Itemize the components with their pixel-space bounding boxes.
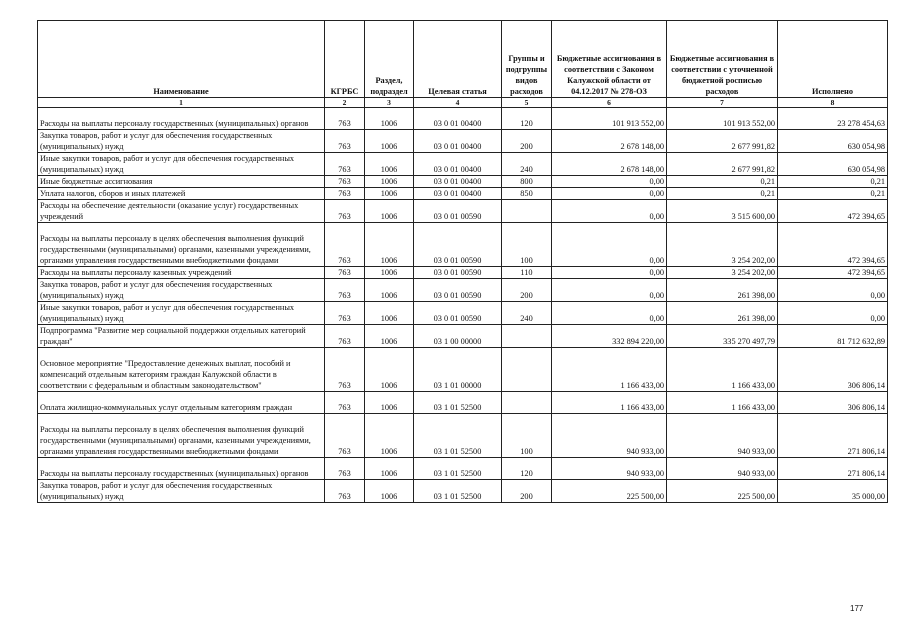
col-header-section: Раздел, подраздел [365, 21, 414, 98]
header-row [38, 21, 888, 98]
cell-group: 800 [502, 176, 552, 188]
cell-refined: 940 933,00 [667, 414, 778, 458]
cell-section: 1006 [365, 223, 414, 267]
cell-article: 03 0 01 00400 [414, 108, 502, 130]
cell-kgrbs: 763 [325, 267, 365, 279]
cell-name: Расходы на обеспечение деятельности (оказание услуг) государственных учреждений [38, 200, 325, 223]
cell-name: Подпрограмма "Развитие мер социальной поддержки отдельных категорий граждан" [38, 325, 325, 348]
cell-name: Закупка товаров, работ и услуг для обеспечения государственных (муниципальных) нужд [38, 480, 325, 503]
cell-section: 1006 [365, 108, 414, 130]
cell-section: 1006 [365, 348, 414, 392]
cell-executed: 472 394,65 [778, 223, 888, 267]
cell-group: 200 [502, 130, 552, 153]
cell-group: 240 [502, 153, 552, 176]
budget-table [37, 20, 888, 503]
cell-law: 0,00 [552, 188, 667, 200]
cell-section: 1006 [365, 267, 414, 279]
column-number: 1 [38, 98, 325, 108]
table-row [38, 176, 888, 188]
table-row [38, 458, 888, 480]
cell-kgrbs: 763 [325, 392, 365, 414]
cell-executed: 0,21 [778, 176, 888, 188]
cell-kgrbs: 763 [325, 108, 365, 130]
cell-section: 1006 [365, 130, 414, 153]
cell-section: 1006 [365, 458, 414, 480]
cell-law: 1 166 433,00 [552, 348, 667, 392]
cell-law: 0,00 [552, 200, 667, 223]
cell-name: Расходы на выплаты персоналу государственных (муниципальных) органов [38, 108, 325, 130]
table-body [38, 108, 888, 503]
cell-name: Иные бюджетные ассигнования [38, 176, 325, 188]
cell-name: Расходы на выплаты персоналу казенных учреждений [38, 267, 325, 279]
cell-executed: 271 806,14 [778, 414, 888, 458]
cell-article: 03 0 01 00590 [414, 200, 502, 223]
cell-refined: 3 515 600,00 [667, 200, 778, 223]
cell-law: 101 913 552,00 [552, 108, 667, 130]
table-row [38, 130, 888, 153]
cell-law: 0,00 [552, 267, 667, 279]
cell-article: 03 0 01 00400 [414, 176, 502, 188]
cell-refined: 940 933,00 [667, 458, 778, 480]
cell-kgrbs: 763 [325, 188, 365, 200]
col-header-kgrbs: КГРБС [325, 21, 365, 98]
cell-executed: 271 806,14 [778, 458, 888, 480]
cell-group [502, 348, 552, 392]
cell-article: 03 0 01 00400 [414, 188, 502, 200]
cell-name: Основное мероприятие "Предоставление денежных выплат, пособий и компенсаций отдельным категориям граждан Калужской области в соответствии с федеральным и областным законодательством" [38, 348, 325, 392]
cell-refined: 335 270 497,79 [667, 325, 778, 348]
cell-name: Закупка товаров, работ и услуг для обеспечения государственных (муниципальных) нужд [38, 130, 325, 153]
column-number: 6 [552, 98, 667, 108]
cell-article: 03 0 01 00590 [414, 279, 502, 302]
cell-executed: 0,00 [778, 302, 888, 325]
cell-name: Иные закупки товаров, работ и услуг для обеспечения государственных (муниципальных) нужд [38, 302, 325, 325]
cell-kgrbs: 763 [325, 200, 365, 223]
table-row [38, 153, 888, 176]
cell-executed: 0,00 [778, 279, 888, 302]
cell-article: 03 0 01 00400 [414, 153, 502, 176]
cell-name: Расходы на выплаты персоналу в целях обеспечения выполнения функций государственными (муниципальными) органами, казенными учреждениями, органами управления государственными внебюджетными фондами [38, 414, 325, 458]
cell-section: 1006 [365, 414, 414, 458]
cell-kgrbs: 763 [325, 414, 365, 458]
cell-executed: 35 000,00 [778, 480, 888, 503]
cell-section: 1006 [365, 188, 414, 200]
cell-section: 1006 [365, 480, 414, 503]
cell-section: 1006 [365, 392, 414, 414]
col-header-refined: Бюджетные ассигнования в соответствии с уточненной бюджетной росписью расходов [667, 21, 778, 98]
page-number: 177 [850, 604, 864, 613]
cell-article: 03 1 00 00000 [414, 325, 502, 348]
cell-refined: 261 398,00 [667, 279, 778, 302]
cell-law: 332 894 220,00 [552, 325, 667, 348]
cell-law: 225 500,00 [552, 480, 667, 503]
cell-group: 120 [502, 458, 552, 480]
col-header-law: Бюджетные ассигнования в соответствии с Законом Калужской области от 04.12.2017 № 278-ОЗ [552, 21, 667, 98]
column-number: 3 [365, 98, 414, 108]
cell-section: 1006 [365, 325, 414, 348]
cell-refined: 3 254 202,00 [667, 267, 778, 279]
table-row [38, 325, 888, 348]
cell-executed: 306 806,14 [778, 348, 888, 392]
cell-executed: 630 054,98 [778, 130, 888, 153]
column-number-row [38, 98, 888, 108]
cell-group: 100 [502, 414, 552, 458]
cell-law: 940 933,00 [552, 458, 667, 480]
cell-article: 03 1 01 52500 [414, 392, 502, 414]
cell-group: 110 [502, 267, 552, 279]
cell-kgrbs: 763 [325, 176, 365, 188]
cell-kgrbs: 763 [325, 279, 365, 302]
column-number: 8 [778, 98, 888, 108]
col-header-name: Наименование [38, 21, 325, 98]
table-row [38, 348, 888, 392]
cell-kgrbs: 763 [325, 325, 365, 348]
cell-name: Закупка товаров, работ и услуг для обеспечения государственных (муниципальных) нужд [38, 279, 325, 302]
cell-refined: 2 677 991,82 [667, 153, 778, 176]
cell-law: 940 933,00 [552, 414, 667, 458]
cell-executed: 23 278 454,63 [778, 108, 888, 130]
table-row [38, 414, 888, 458]
col-header-group: Группы и подгруппы видов расходов [502, 21, 552, 98]
cell-article: 03 0 01 00590 [414, 267, 502, 279]
cell-group: 240 [502, 302, 552, 325]
cell-refined: 1 166 433,00 [667, 348, 778, 392]
cell-refined: 3 254 202,00 [667, 223, 778, 267]
cell-section: 1006 [365, 200, 414, 223]
column-number: 4 [414, 98, 502, 108]
cell-article: 03 1 01 52500 [414, 414, 502, 458]
column-number: 7 [667, 98, 778, 108]
cell-article: 03 0 01 00590 [414, 223, 502, 267]
cell-group: 120 [502, 108, 552, 130]
cell-group: 200 [502, 480, 552, 503]
cell-executed: 472 394,65 [778, 267, 888, 279]
col-header-executed: Исполнено [778, 21, 888, 98]
cell-kgrbs: 763 [325, 302, 365, 325]
cell-law: 0,00 [552, 176, 667, 188]
cell-section: 1006 [365, 153, 414, 176]
cell-name: Расходы на выплаты персоналу государственных (муниципальных) органов [38, 458, 325, 480]
cell-executed: 0,21 [778, 188, 888, 200]
cell-refined: 101 913 552,00 [667, 108, 778, 130]
cell-law: 2 678 148,00 [552, 153, 667, 176]
cell-law: 0,00 [552, 279, 667, 302]
cell-kgrbs: 763 [325, 458, 365, 480]
table-row [38, 108, 888, 130]
cell-article: 03 0 01 00590 [414, 302, 502, 325]
cell-group [502, 200, 552, 223]
cell-executed: 630 054,98 [778, 153, 888, 176]
cell-section: 1006 [365, 302, 414, 325]
cell-group: 200 [502, 279, 552, 302]
cell-law: 2 678 148,00 [552, 130, 667, 153]
cell-executed: 472 394,65 [778, 200, 888, 223]
cell-kgrbs: 763 [325, 130, 365, 153]
table-row [38, 223, 888, 267]
cell-name: Оплата жилищно-коммунальных услуг отдельным категориям граждан [38, 392, 325, 414]
cell-refined: 261 398,00 [667, 302, 778, 325]
table-row [38, 279, 888, 302]
cell-group [502, 392, 552, 414]
column-number: 2 [325, 98, 365, 108]
column-number: 5 [502, 98, 552, 108]
cell-kgrbs: 763 [325, 153, 365, 176]
cell-article: 03 0 01 00400 [414, 130, 502, 153]
cell-refined: 2 677 991,82 [667, 130, 778, 153]
table-row [38, 302, 888, 325]
cell-law: 1 166 433,00 [552, 392, 667, 414]
cell-executed: 81 712 632,89 [778, 325, 888, 348]
cell-article: 03 1 01 00000 [414, 348, 502, 392]
cell-name: Иные закупки товаров, работ и услуг для обеспечения государственных (муниципальных) нужд [38, 153, 325, 176]
cell-kgrbs: 763 [325, 480, 365, 503]
cell-refined: 1 166 433,00 [667, 392, 778, 414]
cell-section: 1006 [365, 279, 414, 302]
cell-kgrbs: 763 [325, 223, 365, 267]
cell-group [502, 325, 552, 348]
cell-law: 0,00 [552, 302, 667, 325]
cell-refined: 225 500,00 [667, 480, 778, 503]
cell-executed: 306 806,14 [778, 392, 888, 414]
cell-group: 850 [502, 188, 552, 200]
table-row [38, 188, 888, 200]
cell-law: 0,00 [552, 223, 667, 267]
cell-section: 1006 [365, 176, 414, 188]
cell-refined: 0,21 [667, 188, 778, 200]
table-row [38, 200, 888, 223]
cell-refined: 0,21 [667, 176, 778, 188]
cell-group: 100 [502, 223, 552, 267]
cell-kgrbs: 763 [325, 348, 365, 392]
table-row [38, 267, 888, 279]
table-row [38, 480, 888, 503]
cell-article: 03 1 01 52500 [414, 458, 502, 480]
col-header-article: Целевая статья [414, 21, 502, 98]
cell-name: Уплата налогов, сборов и иных платежей [38, 188, 325, 200]
cell-name: Расходы на выплаты персоналу в целях обеспечения выполнения функций государственными (муниципальными) органами, казенными учреждениями, органами управления государственными внебюджетными фондами [38, 223, 325, 267]
table-row [38, 392, 888, 414]
cell-article: 03 1 01 52500 [414, 480, 502, 503]
